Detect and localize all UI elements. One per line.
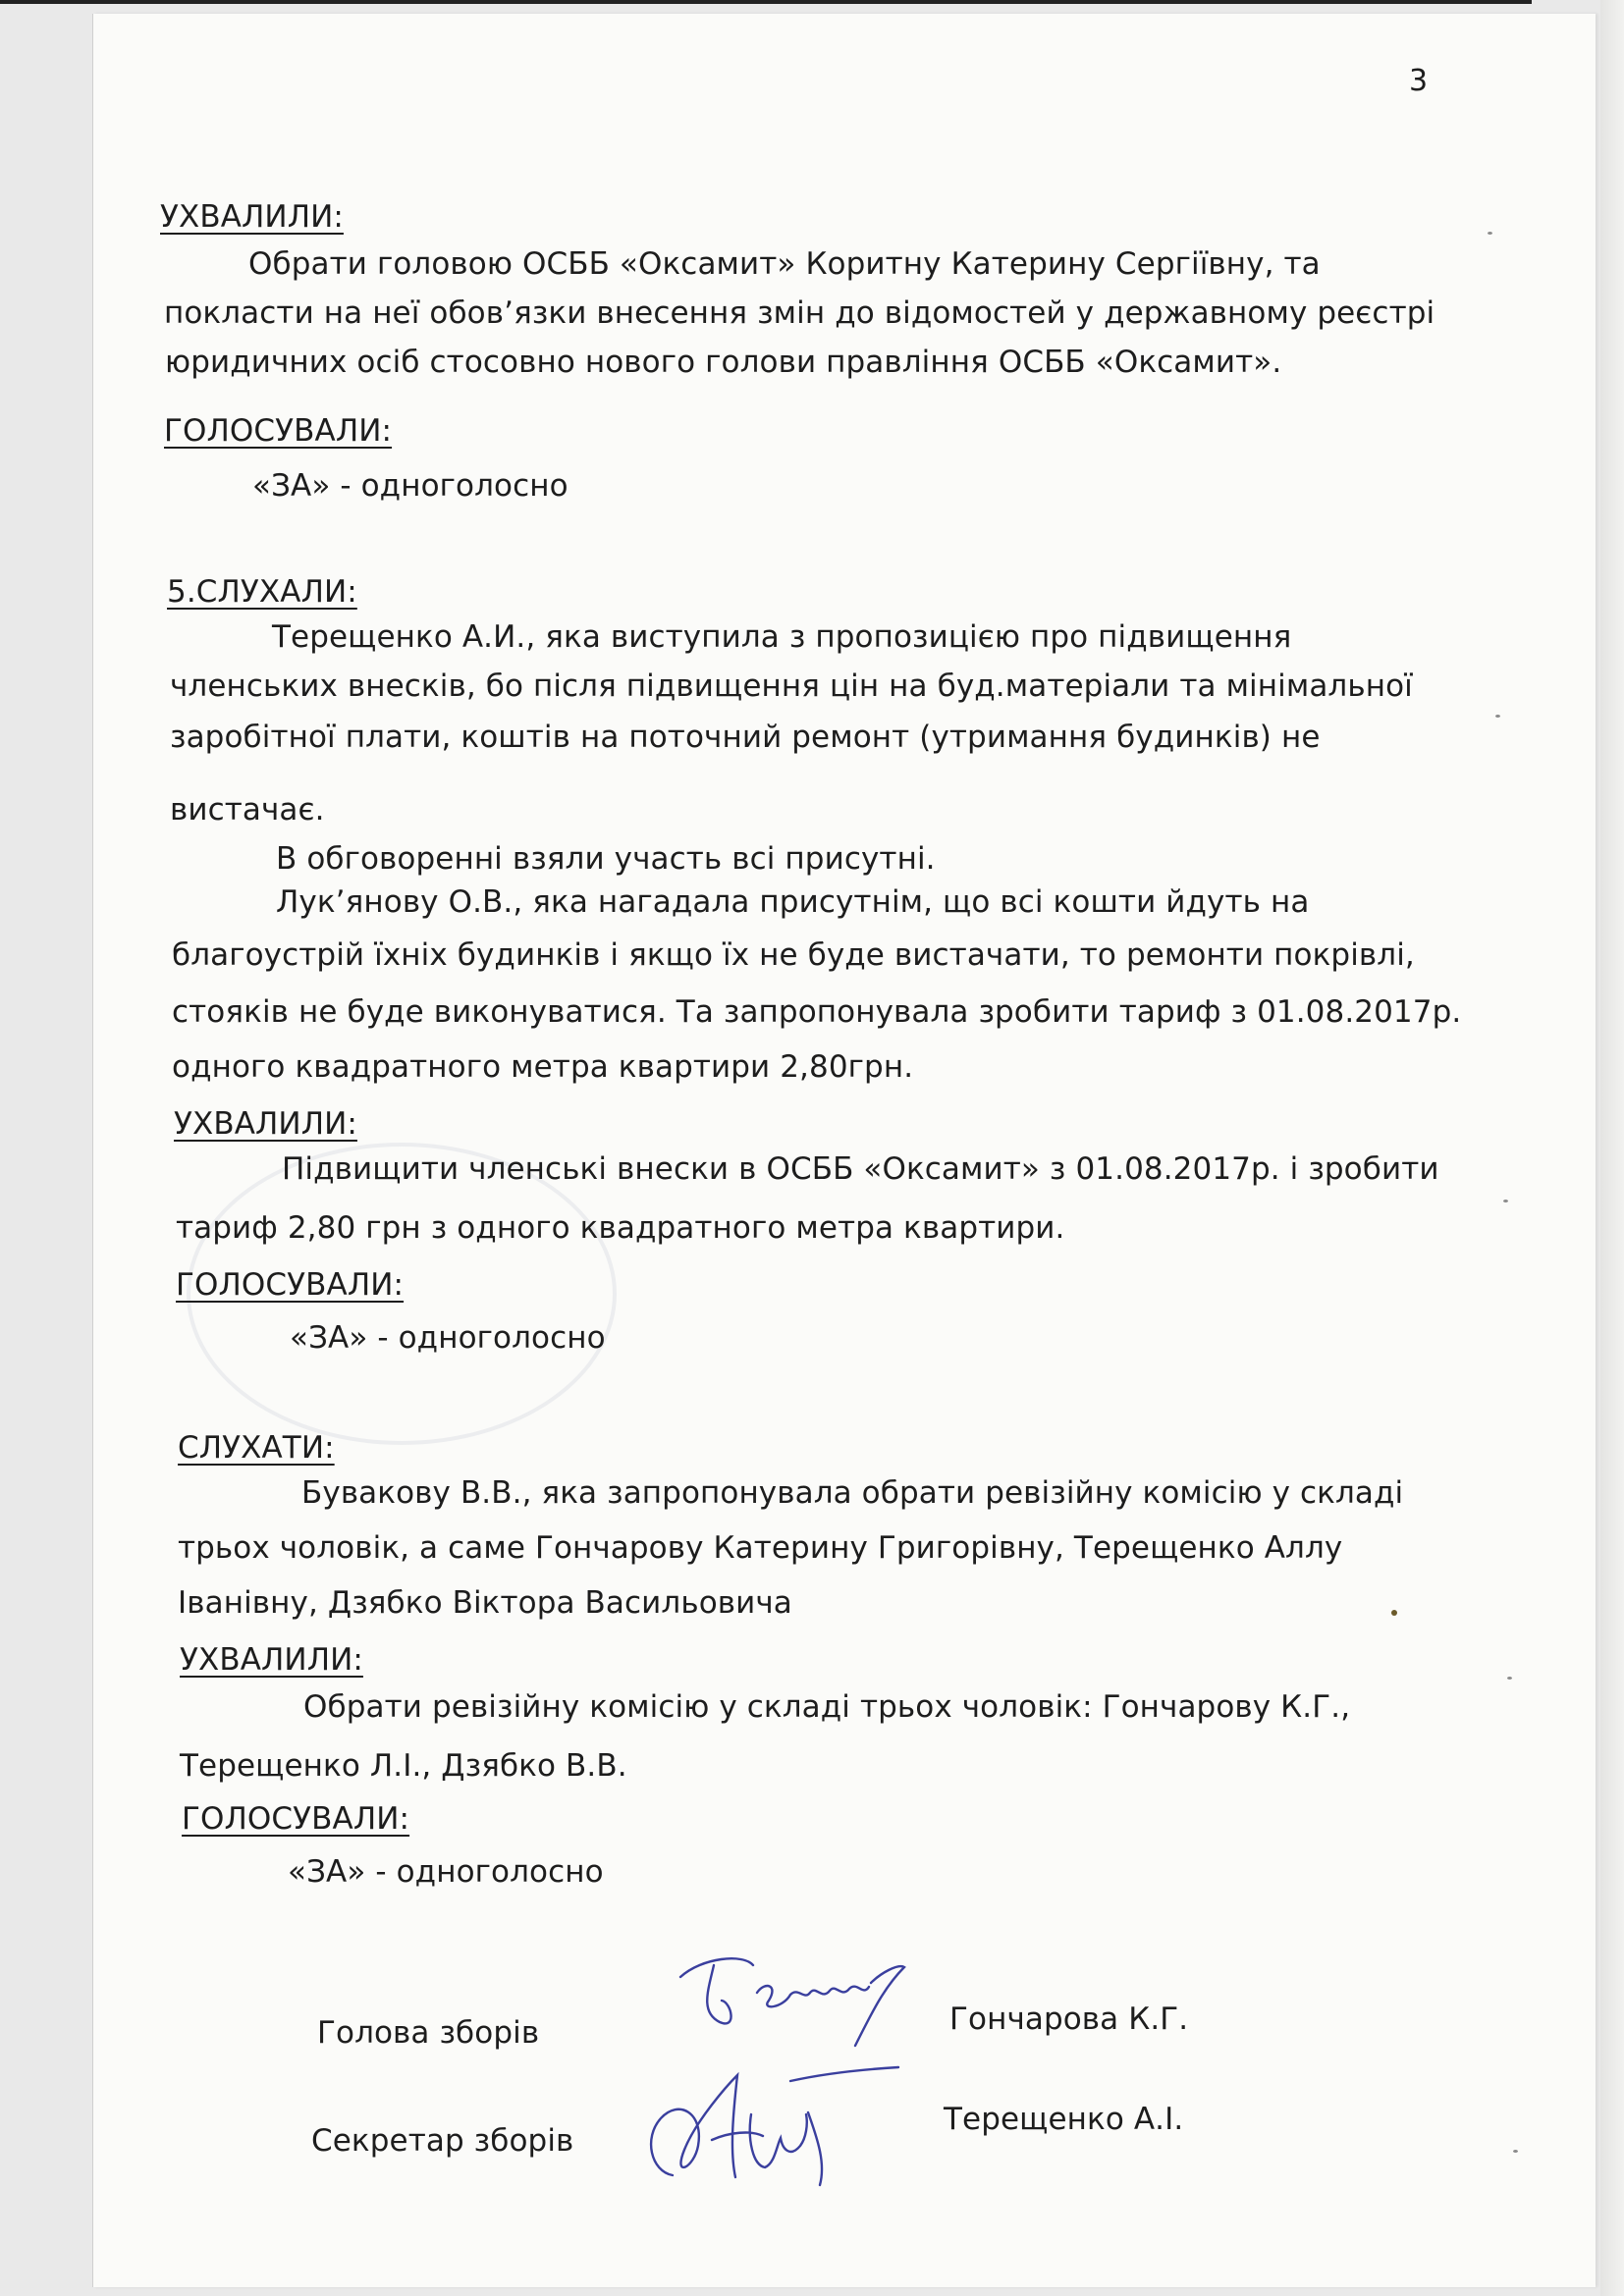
voted-heading: ГОЛОСУВАЛИ: bbox=[176, 1267, 405, 1303]
page-number: 3 bbox=[1409, 64, 1429, 98]
heard-text-line: стояків не буде виконуватися. Та запропонувала зробити тариф з 01.08.2017р. bbox=[172, 994, 1462, 1030]
chair-name: Гончарова К.Г. bbox=[949, 2002, 1189, 2037]
heard-text-line: Терещенко А.И., яка виступила з пропозицією про підвищення bbox=[272, 619, 1292, 655]
voted-result: «ЗА» - одноголосно bbox=[288, 1854, 604, 1890]
scan-speck bbox=[1495, 715, 1500, 718]
resolved-heading: УХВАЛИЛИ: bbox=[160, 199, 344, 235]
scan-speck bbox=[1513, 2150, 1518, 2153]
scan-top-edge bbox=[0, 0, 1532, 4]
heard-text-line: В обговоренні взяли участь всі присутні. bbox=[276, 841, 936, 877]
heard-text-line: вистачає. bbox=[170, 792, 325, 828]
heard-text-line: Бувакову В.В., яка запропонувала обрати ревізійну комісію у складі bbox=[301, 1475, 1404, 1511]
heard-text-line: Лук’янову О.В., яка нагадала присутнім, що всі кошти йдуть на bbox=[276, 884, 1310, 920]
chair-label: Голова зборів bbox=[317, 2015, 540, 2051]
secretary-name: Терещенко А.І. bbox=[944, 2102, 1184, 2137]
resolved-text-line: Підвищити членські внески в ОСББ «Оксамит» з 01.08.2017р. і зробити bbox=[282, 1151, 1439, 1187]
resolved-text-line: покласти на неї обов’язки внесення змін до відомостей у державному реєстрі bbox=[164, 295, 1435, 331]
resolved-heading: УХВАЛИЛИ: bbox=[180, 1642, 363, 1678]
voted-heading: ГОЛОСУВАЛИ: bbox=[182, 1801, 410, 1837]
resolved-text-line: юридичних осіб стосовно нового голови правління ОСББ «Оксамит». bbox=[165, 345, 1282, 380]
heard-text-line: заробітної плати, коштів на поточний ремонт (утримання будинків) не bbox=[170, 720, 1321, 755]
heard-text-line: трьох чоловік, а саме Гончарову Катерину Григорівну, Терещенко Аллу bbox=[178, 1530, 1343, 1566]
heard-text-line: Іванівну, Дзябко Віктора Васильовича bbox=[178, 1585, 792, 1621]
resolved-heading: УХВАЛИЛИ: bbox=[174, 1106, 357, 1142]
scan-speck bbox=[1507, 1677, 1512, 1680]
scan-speck bbox=[1391, 1610, 1397, 1616]
scan-speck bbox=[1488, 232, 1492, 235]
scan-speck bbox=[1503, 1200, 1508, 1202]
heard-heading: 5.СЛУХАЛИ: bbox=[167, 574, 357, 610]
secretary-label: Секретар зборів bbox=[311, 2123, 574, 2159]
heard-heading: СЛУХАТИ: bbox=[178, 1430, 335, 1466]
secretary-signature bbox=[633, 2056, 908, 2193]
resolved-text-line: Обрати ревізійну комісію у складі трьох чоловік: Гончарову К.Г., bbox=[303, 1689, 1351, 1725]
chair-signature bbox=[663, 1944, 918, 2061]
voted-heading: ГОЛОСУВАЛИ: bbox=[164, 413, 393, 449]
voted-result: «ЗА» - одноголосно bbox=[290, 1320, 606, 1356]
resolved-text-line: Обрати головою ОСББ «Оксамит» Коритну Катерину Сергіївну, та bbox=[248, 246, 1321, 282]
heard-text-line: членських внесків, бо після підвищення цін на буд.матеріали та мінімальної bbox=[170, 668, 1413, 704]
voted-result: «ЗА» - одноголосно bbox=[252, 468, 568, 504]
heard-text-line: одного квадратного метра квартири 2,80грн. bbox=[172, 1049, 914, 1085]
heard-text-line: благоустрій їхніх будинків і якщо їх не буде вистачати, то ремонти покрівлі, bbox=[172, 937, 1415, 973]
resolved-text-line: тариф 2,80 грн з одного квадратного метра квартири. bbox=[176, 1210, 1065, 1246]
scan-right-edge bbox=[1600, 0, 1624, 2296]
document-page bbox=[93, 14, 1596, 2287]
resolved-text-line: Терещенко Л.І., Дзябко В.В. bbox=[180, 1748, 627, 1784]
